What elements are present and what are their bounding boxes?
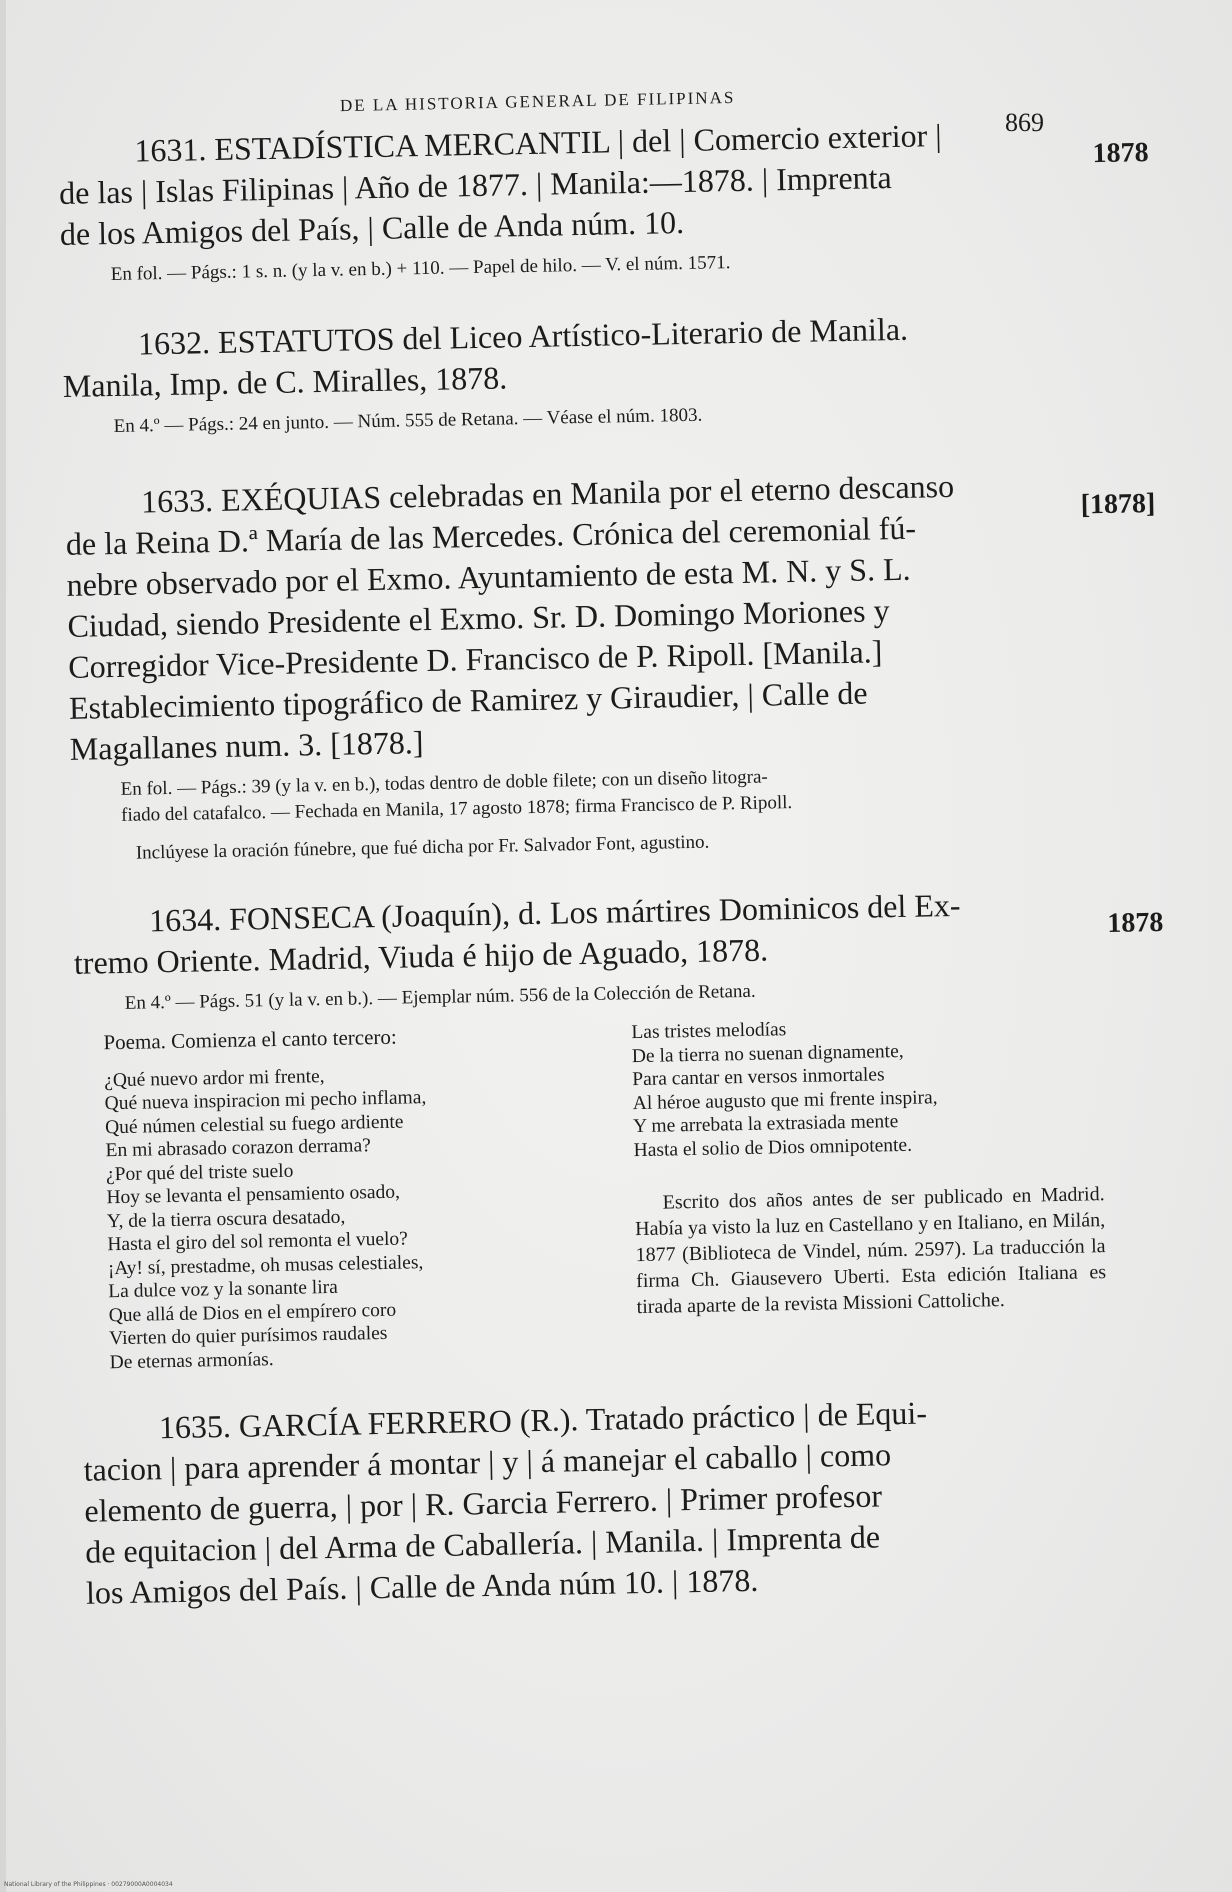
entry-line: Ciudad, siendo Presidente el Exmo. Sr. D. Domingo Moriones y (67, 592, 890, 644)
entry-line: los Amigos del País. | Calle de Anda núm 10. | 1878. (85, 1561, 759, 1611)
poem-line: La dulce voz y la sonante lira (108, 1276, 339, 1303)
entry-line: Magallanes num. 3. [1878.] (69, 724, 424, 767)
entry-line: de la Reina D.ª María de las Mercedes. Crónica del ceremonial fú- (65, 509, 917, 562)
poem-right-column (623, 1012, 1107, 1364)
poem-left-column (75, 1021, 629, 1374)
entry-line: 1632. ESTATUTOS del Liceo Artístico-Literario de Manila. (137, 310, 909, 362)
poem-line: Al héroe augusto que mi frente inspira, (632, 1086, 938, 1114)
page-content (58, 112, 1164, 1614)
entry-line: 1634. FONSECA (Joaquín), d. Los mártires Dominicos del Ex- (148, 886, 961, 939)
entry-1633 (65, 463, 1156, 868)
entry-line: 1633. EXÉQUIAS celebradas en Manila por el eterno descanso (140, 467, 955, 520)
entry-1634 (73, 882, 1164, 1375)
entry-line: tremo Oriente. Madrid, Viuda é hijo de Aguado, 1878. (73, 931, 769, 981)
entry-1633-text (65, 463, 1100, 770)
poem-line: Las tristes melodías (631, 1019, 787, 1044)
poem-line: Hoy se levanta el pensamiento osado, (106, 1181, 401, 1209)
entry-1633-year: [1878] (1080, 488, 1156, 521)
poem-line: En mi abrasado corazon derrama? (105, 1135, 372, 1162)
entry-1632 (62, 305, 1094, 441)
page-spine-shadow (0, 0, 6, 1892)
entry-1631-text (58, 112, 1090, 255)
scan-footer-tag: National Library of the Philippines · 00279000A0004034 (4, 1881, 173, 1888)
poem-block (75, 1012, 1111, 1375)
entry-1632-text (62, 305, 1093, 407)
entry-line: 1631. ESTADÍSTICA MERCANTIL | del | Comercio exterior | (134, 117, 942, 169)
poem-line: Vierten do quier purísimos raudales (108, 1322, 388, 1350)
entry-line: elemento de guerra, | por | R. Garcia Ferrero. | Primer profesor (84, 1477, 883, 1529)
poem-line: Qué númen celestial su fuego ardiente (104, 1111, 404, 1138)
poem-line: Qué nueva inspiracion mi pecho inflama, (104, 1087, 427, 1115)
entry-1632-note: En 4.º — Págs.: 24 en junto. — Núm. 555 de Retana. — Véase el núm. 1803. (113, 404, 703, 437)
poem-line: Hasta el giro del sol remonta el vuelo? (107, 1228, 409, 1256)
entry-line: de las | Islas Filipinas | Año de 1877. | Manila:—1878. | Imprenta (58, 159, 892, 211)
note-line: En fol. — Págs.: 39 (y la v. en b.), todas dentro de doble filete; con un diseño litogra- (120, 766, 768, 800)
entry-1634-note: En 4.º — Págs. 51 (y la v. en b.). — Ejemplar núm. 556 de la Colección de Retana. (124, 980, 756, 1014)
entry-line: Corregidor Vice-Presidente D. Francisco de P. Ripoll. [Manila.] (67, 633, 883, 685)
note-line: fiado del catafalco. — Fechada en Manila, 17 agosto 1878; firma Francisco de P. Ripoll. (120, 792, 793, 826)
poem-line: Hasta el solio de Dios omnipotente. (633, 1134, 913, 1161)
poem-commentary: Escrito dos años antes de ser publicado en Madrid. Había ya visto la luz en Castellano y en Italiano, en Milán, 1877 (Biblioteca de Vindel, núm. 2597). La traducción la firma Ch. Giausevero Uberti. Esta edición Italiana es tirada aparte de la revista Missioni Cattoliche. (634, 1183, 1107, 1319)
entry-line: nebre observado por el Exmo. Ayuntamiento de esta M. N. y S. L. (66, 550, 911, 603)
poem-line: ¿Por qué del triste suelo (105, 1160, 294, 1185)
note-line: Inclúyese la oración fúnebre, que fué dicha por Fr. Salvador Font, agustino. (135, 831, 710, 864)
entry-1631-year: 1878 (1092, 137, 1149, 170)
poem-line: Y me arrebata la extrasiada mente (632, 1111, 899, 1138)
entry-line: Manila, Imp. de C. Miralles, 1878. (62, 359, 508, 404)
poem-line: Que allá de Dios en el empírero coro (108, 1299, 397, 1326)
page-number: 869 (1005, 108, 1044, 137)
running-header: DE LA HISTORIA GENERAL DE FILIPINAS (339, 87, 736, 116)
entry-line: de los Amigos del País, | Calle de Anda núm. 10. (59, 204, 685, 252)
entry-1634-text (73, 882, 1104, 984)
entry-1635-text (83, 1389, 1117, 1614)
poem-line: Para cantar en versos inmortales (632, 1064, 885, 1091)
entry-1631 (58, 112, 1149, 289)
entry-line: tacion | para aprender á montar | y | á manejar el caballo | como (83, 1436, 892, 1488)
entry-line: Establecimiento tipográfico de Ramirez y Giraudier, | Calle de (68, 674, 868, 726)
entry-1635 (83, 1389, 1117, 1614)
poem-line: De eternas armonías. (109, 1348, 274, 1373)
entry-line: 1635. GARCÍA FERRERO (R.). Tratado práctico | de Equi- (158, 1394, 928, 1446)
entry-1633-note (120, 758, 1102, 867)
entry-line: de equitacion | del Arma de Caballería. | Manila. | Imprenta de (84, 1518, 881, 1570)
poem-line: ¡Ay! sí, prestadme, oh musas celestiales, (107, 1251, 424, 1279)
poem-line: Y, de la tierra oscura desatado, (106, 1206, 346, 1232)
poem-line: De la tierra no suenan dignamente, (631, 1040, 904, 1067)
entry-1631-note: En fol. — Págs.: 1 s. n. (y la v. en b.) + 110. — Papel de hilo. — V. el núm. 1571. (110, 252, 731, 286)
poem-line: ¿Qué nuevo ardor mi frente, (104, 1065, 325, 1091)
poem-intro: Poema. Comienza el canto tercero: (103, 1024, 397, 1055)
entry-1634-year: 1878 (1107, 906, 1164, 939)
